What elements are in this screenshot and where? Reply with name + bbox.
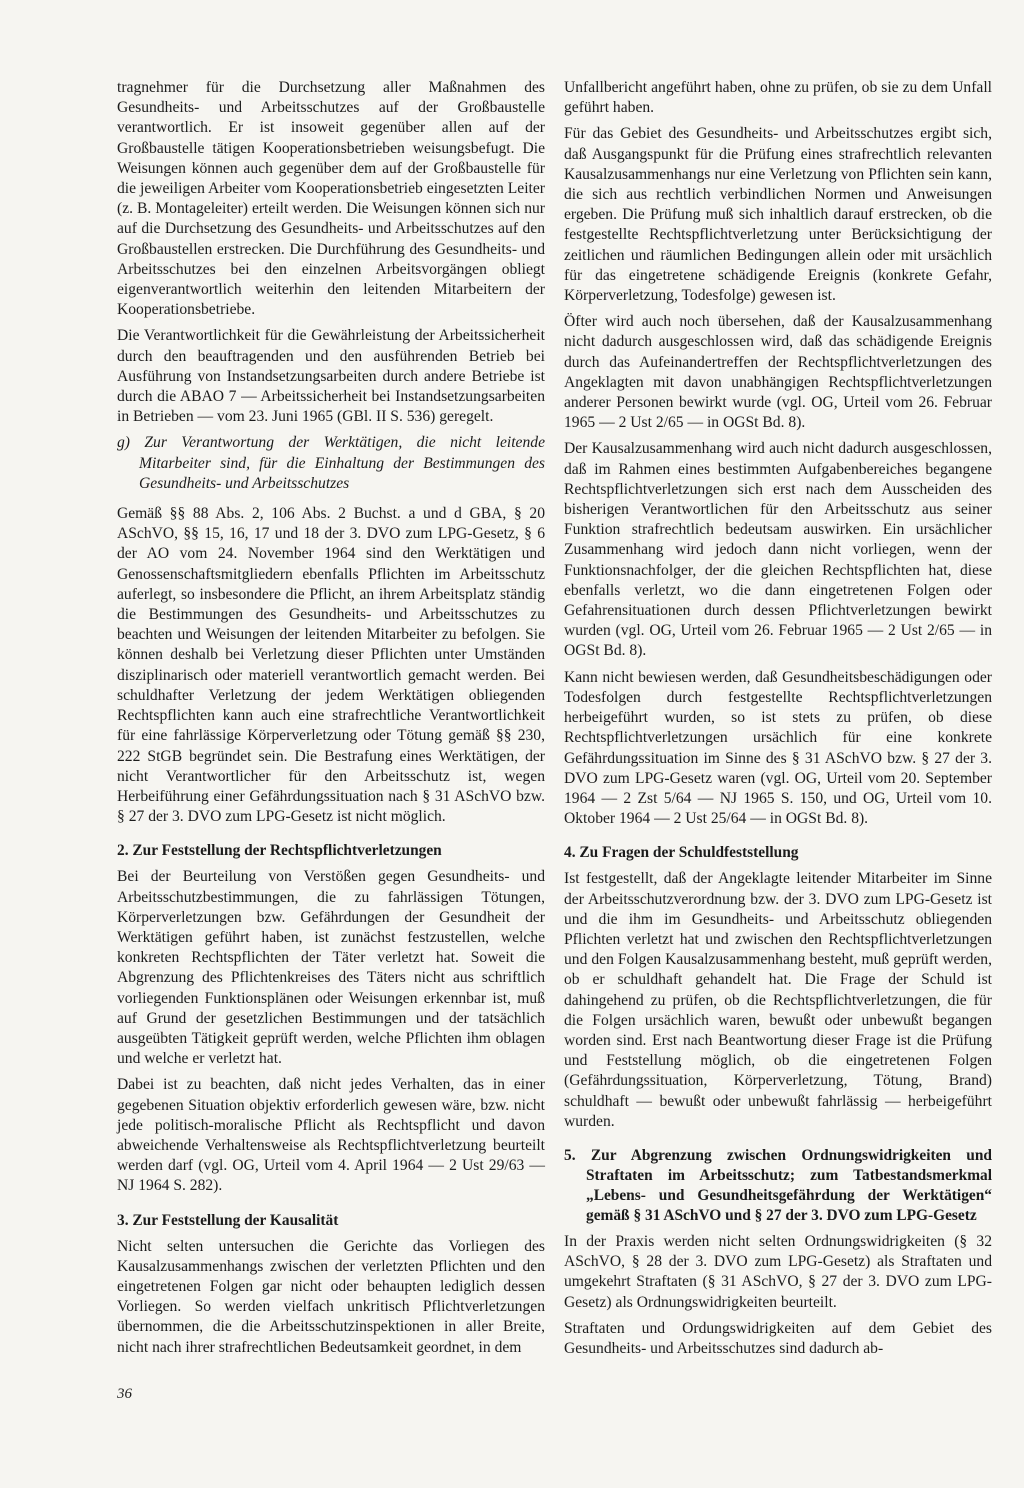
paragraph: Dabei ist zu beachten, daß nicht jedes Verhalten, das in einer gegebenen Situation objektiv erforderlich gewesen wäre, bzw. nicht jede politisch-moralische Pflicht als Rechtspflicht und davon abweichende Verhaltensweise als Rechtspflichtverletzung beurteilt werden darf (vgl. OG, Urteil vom 4. April 1964 — 2 Ust 29/63 — NJ 1964 S. 282). (117, 1076, 545, 1195)
subsection-heading: g) Zur Verantwortung der Werktätigen, die nicht leitende Mitarbeiter sind, für die Einhaltung der Bestimmungen des Gesundheits- und Arbeitsschutzes (117, 434, 545, 492)
paragraph: Straftaten und Ordungswidrigkeiten auf dem Gebiet des Gesundheits- und Arbeitsschutzes sind dadurch ab- (564, 1319, 992, 1357)
paragraph: Kann nicht bewiesen werden, daß Gesundheitsbeschädigungen oder Todesfolgen durch festgestellte Rechtspflichtverletzungen herbeigeführt wurden, so ist stets zu prüfen, ob diese Rechtspflichtverletzungen ursächlich für eine konkrete Gefährdungssituation im Sinne des § 31 ASchVO bzw. § 27 der 3. DVO zum LPG-Gesetz waren (vgl. OG, Urteil vom 20. September 1964 — 2 Zst 5/64 — NJ 1965 S. 150, und OG, Urteil vom 10. Oktober 1964 — 2 Ust 25/64 — in OGSt Bd. 8). (564, 668, 992, 828)
paragraph: Gemäß §§ 88 Abs. 2, 106 Abs. 2 Buchst. a und d GBA, § 20 ASchVO, §§ 15, 16, 17 und 18 der 3. DVO zum LPG-Gesetz, § 6 der AO vom 24. November 1964 sind den Werktätigen und Genossenschaftsmitgliedern ebenfalls Pflichten im Arbeitsschutz auferlegt, so insbesondere die Pflicht, an ihrem Arbeitsplatz ständig die Bestimmungen des Gesundheits- und Arbeitsschutzes zu beachten und Weisungen der leitenden Mitarbeiter zu befolgen. Sie können deshalb bei Verletzung dieser Pflichten unter Umständen disziplinarisch oder materiell verantwortlich gemacht werden. Bei schuldhafter Verletzung der jedem Werktätigen obliegenden Rechtspflichten kann auch eine strafrechtliche Verantwortlichkeit für eine fahrlässige Körperverletzung oder Tötung gemäß §§ 230, 222 StGB begründet sein. Die Bestrafung eines Werktätigen, der nicht Verantwortlicher für den Arbeitsschutz ist, wegen Herbeiführung einer Gefährdungssituation nach § 31 ASchVO bzw. § 27 der 3. DVO zum LPG-Gesetz ist nicht möglich. (117, 505, 545, 826)
paragraph: Für das Gebiet des Gesundheits- und Arbeitsschutzes ergibt sich, daß Ausgangspunkt für die Prüfung eines strafrechtlich relevanten Kausalzusammenhangs nur eine Verletzung von Pflichten sein kann, die sich aus rechtlich verbindlichen Normen und Anweisungen ergeben. Die Prüfung muß sich inhaltlich darauf erstrecken, ob die festgestellte Rechtspflichtverletzung unter Berücksichtigung der zeitlichen und räumlichen Bedingungen allein oder mit ursächlich für das eingetretene schädigende Ereignis (konkrete Gefahr, Körperverletzung, Todesfolge) gewesen ist. (564, 125, 992, 305)
right-column (564, 78, 992, 1365)
paragraph: Unfallbericht angeführt haben, ohne zu prüfen, ob sie zu dem Unfall geführt haben. (564, 79, 992, 117)
section-heading: 4. Zu Fragen der Schuldfeststellung (564, 844, 799, 862)
paragraph: Der Kausalzusammenhang wird auch nicht dadurch ausgeschlossen, daß im Rahmen eines bestimmten Aufgabenbereiches begangene Rechtspflichtverletzungen sich erst nach dem Ausscheiden des bisherigen Verantwortlichen für den Arbeitsschutz aus seiner Funktion strafrechtlich bedeutsam auswirken. Ein ursächlicher Zusammenhang wird jedoch dann nicht vorliegen, wenn der Funktionsnachfolger, der die gleichen Rechtspflichten hat, diese ebenfalls verletzt, wo die dann eingetretenen Folgen oder Gefahrensituationen durch dessen Pflichtverletzungen bewirkt wurden (vgl. OG, Urteil vom 26. Februar 1965 — 2 Ust 2/65 — in OGSt Bd. 8). (564, 440, 992, 660)
paragraph: Nicht selten untersuchen die Gerichte das Vorliegen des Kausalzusammenhangs zwischen der verletzten Pflichten und den eingetretenen Folgen gar nicht oder behaupten lediglich dessen Vorliegen. So werden vielfach unkritisch Pflichtverletzungen übernommen, die die Arbeitsschutzinspektionen in aller Breite, nicht nach ihrer strafrechtlichen Bedeutsamkeit geordnet, in dem (117, 1237, 545, 1356)
section-heading: 3. Zur Feststellung der Kausalität (117, 1211, 339, 1229)
paragraph: Die Verantwortlichkeit für die Gewährleistung der Arbeitssicherheit durch den beauftragenden und den ausführenden Betrieb bei Ausführung von Instandsetzungsarbeiten durch andere Betriebe ist durch die ABAO 7 — Arbeitssicherheit bei Instandsetzungsarbeiten in Betrieben — vom 23. Juni 1965 (GBl. II S. 536) geregelt. (117, 327, 545, 426)
section-heading: 5. Zur Abgrenzung zwischen Ordnungswidrigkeiten und Straftaten im Arbeitsschutz; zum Tatbestandsmerkmal „Lebens- und Gesundheitsgefährdung der Werktätigen“ gemäß § 31 ASchVO und § 27 der 3. DVO zum LPG-Gesetz (564, 1146, 992, 1224)
page-number: 36 (117, 1386, 132, 1402)
paragraph: Bei der Beurteilung von Verstößen gegen Gesundheits- und Arbeitsschutzbestimmungen, die zu fahrlässigen Tötungen, Körperverletzungen bzw. Gefährdungen der Gesundheit der Werktätigen geführt haben, ist zunächst festzustellen, welche konkreten Rechtspflichten der Täter verletzt hat. Soweit die Abgrenzung des Pflichtenkreises des Täters nicht aus schriftlich vorliegenden Funktionsplänen oder Weisungen erkennbar ist, muß auf Grund der gesetzlichen Bestimmungen und der tatsächlich ausgeübten Tätigkeit geprüft werden, welche Pflichten ihm oblagen und welche er verletzt hat. (117, 868, 545, 1068)
section-heading: 2. Zur Feststellung der Rechtspflichtverletzungen (117, 842, 442, 860)
left-column (117, 78, 545, 1364)
paragraph: Öfter wird auch noch übersehen, daß der Kausalzusammenhang nicht dadurch ausgeschlossen wird, daß das schädigende Ereignis durch das Aufeinandertreffen der Rechtspflichtverletzungen des Angeklagten mit davon unabhängigen Rechtspflichtverletzungen anderer Personen bewirkt wurde (vgl. OG, Urteil vom 26. Februar 1965 — 2 Ust 2/65 — in OGSt Bd. 8). (564, 313, 992, 432)
paragraph: Ist festgestellt, daß der Angeklagte leitender Mitarbeiter im Sinne der Arbeitsschutzverordnung bzw. der 3. DVO zum LPG-Gesetz ist und die ihm im Gesundheits- und Arbeitsschutz obliegenden Pflichten verletzt hat und zwischen den Rechtspflichtverletzungen und den Folgen Kausalzusammenhang besteht, muß geprüft werden, ob er schuldhaft gehandelt hat. Die Frage der Schuld ist dahingehend zu prüfen, ob die Rechtspflichtverletzungen, die für die Folgen ursächlich waren, bewußt oder unbewußt begangen worden sind. Erst nach Beantwortung dieser Frage ist die Prüfung und Feststellung möglich, ob die eingetretenen Folgen (Gefährdungssituation, Körperverletzung, Tötung, Brand) schuldhaft — bewußt oder unbewußt fahrlässig — herbeigeführt wurden. (564, 870, 992, 1130)
paragraph: In der Praxis werden nicht selten Ordnungswidrigkeiten (§ 32 ASchVO, § 28 der 3. DVO zum LPG-Gesetz) als Straftaten und umgekehrt Straftaten (§ 31 ASchVO, § 27 der 3. DVO zum LPG-Gesetz) als Ordnungswidrigkeiten beurteilt. (564, 1232, 992, 1311)
paragraph: tragnehmer für die Durchsetzung aller Maßnahmen des Gesundheits- und Arbeitsschutzes auf der Großbaustelle verantwortlich. Er ist insoweit gegenüber allen auf der Großbaustelle tätigen Kooperationsbetrieben weisungsbefugt. Die Weisungen können auch gegenüber dem auf der Großbaustelle für die jeweiligen Arbeiter vom Kooperationsbetrieb eingesetzten Leiter (z. B. Montageleiter) erteilt werden. Die Weisungen können sich nur auf die Durchsetzung des Gesundheits- und Arbeitsschutzes auf den Großbaustellen erstrecken. Die Durchführung des Gesundheits- und Arbeitsschutzes bei den einzelnen Arbeitsvorgängen obliegt eigenverantwortlich weiterhin den leitenden Mitarbeitern der Kooperationsbetriebe. (117, 79, 545, 319)
